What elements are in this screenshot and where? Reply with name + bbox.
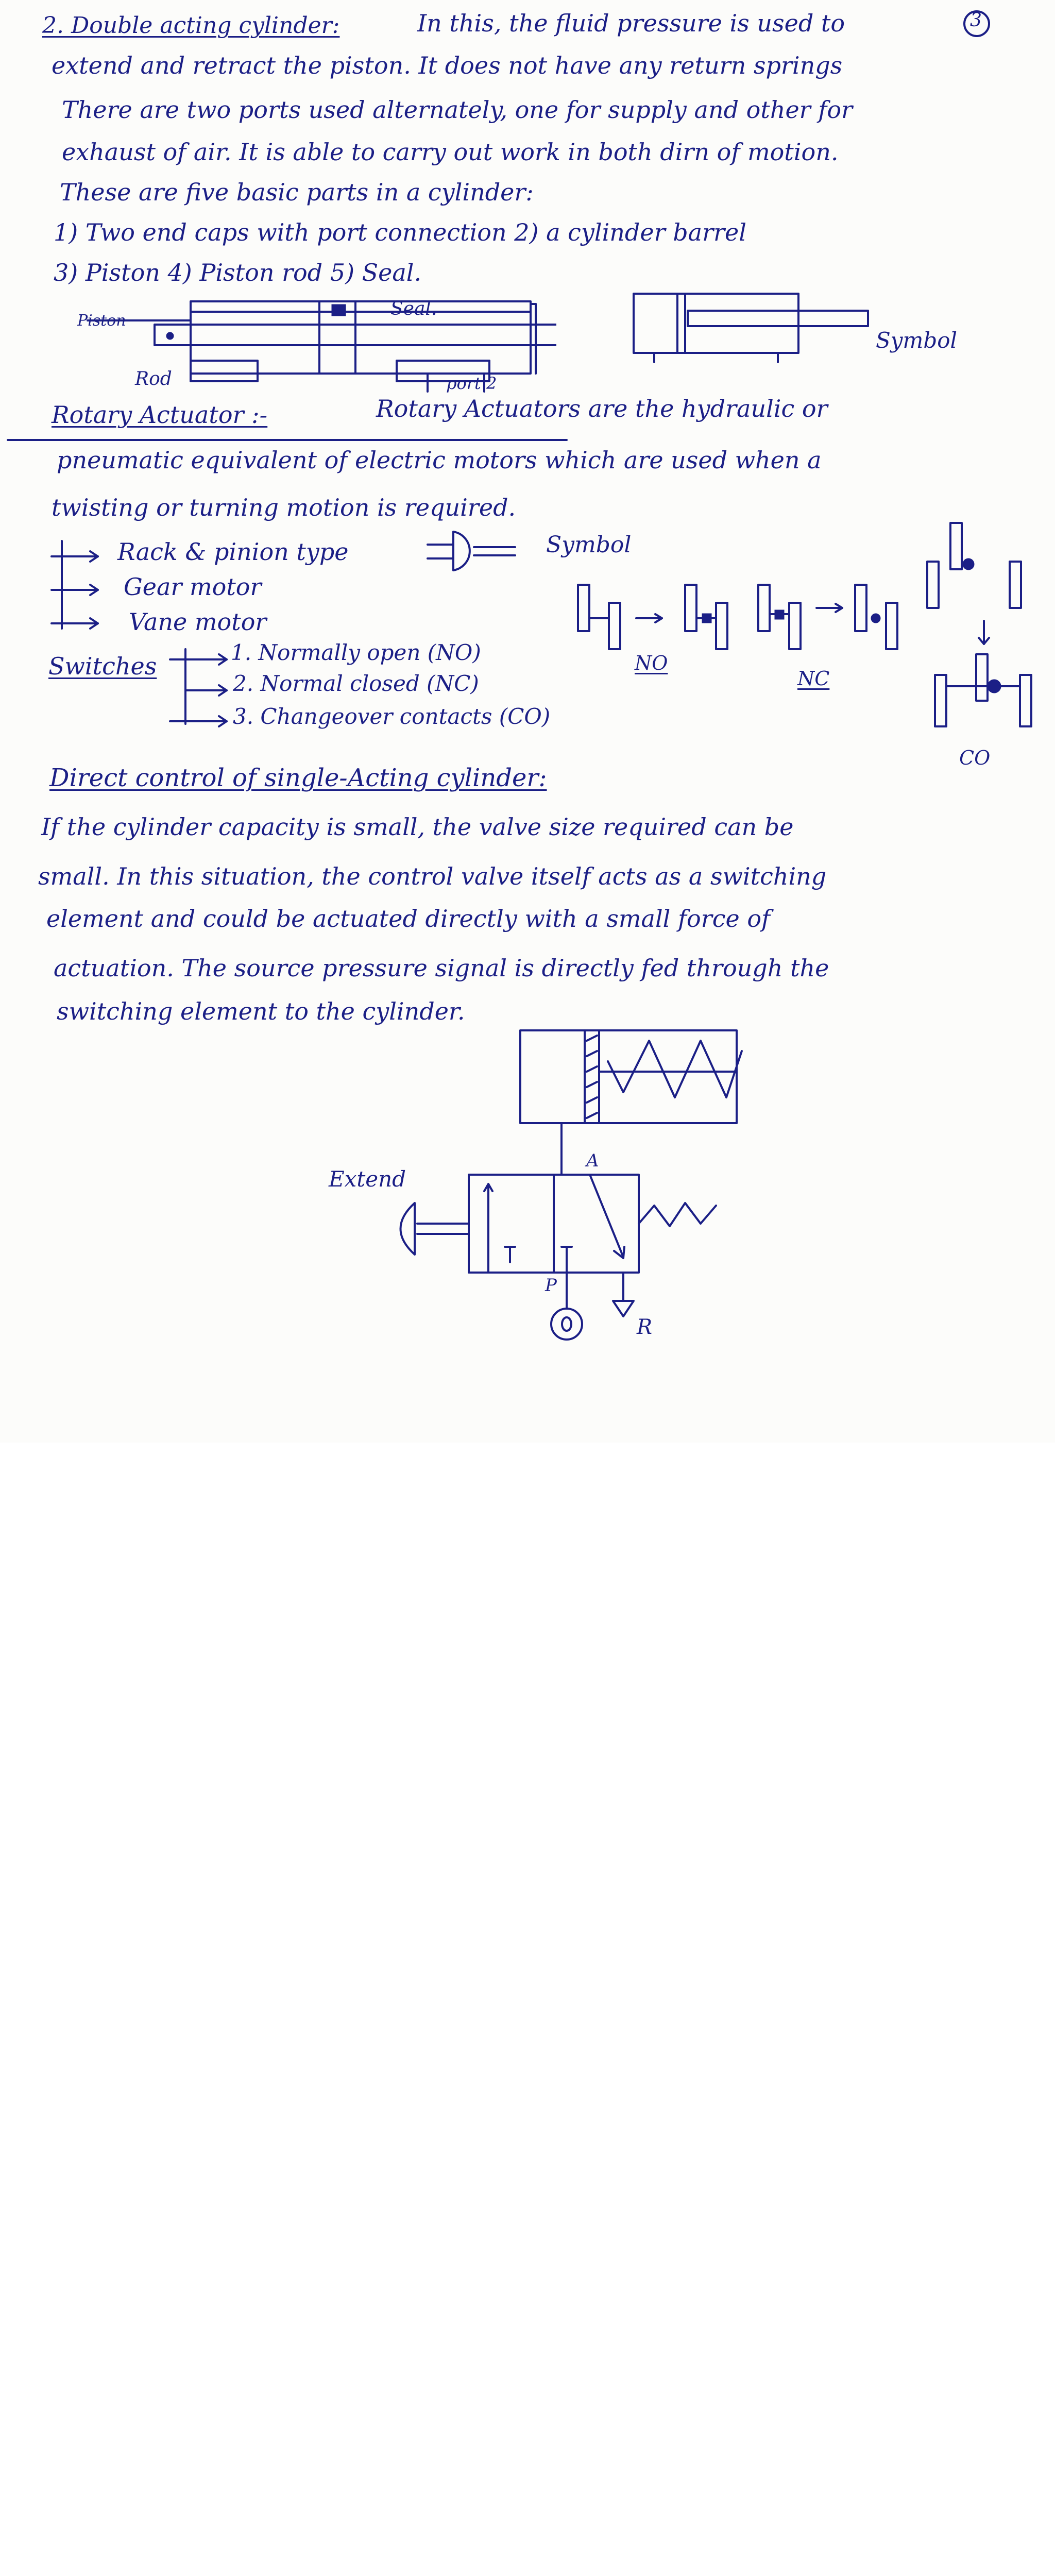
rotary-line-1: Rotary Actuators are the hydraulic or: [376, 395, 828, 422]
rotary-line-3: twisting or turning motion is required.: [52, 494, 516, 521]
double-symbol-label: Symbol: [876, 328, 957, 353]
switches-heading: Switches: [48, 652, 157, 680]
rotary-heading: Rotary Actuator :-: [52, 401, 268, 429]
single-acting-circuit-diagram: [355, 1020, 768, 1360]
rotary-type-2: Gear motor: [124, 573, 262, 601]
rotary-line-2: pneumatic equivalent of electric motors which are used when a: [57, 446, 822, 474]
rotary-symbol-label: Symbol: [546, 532, 632, 558]
rotary-types-bracket: [41, 536, 113, 639]
port2-label: port 2: [446, 374, 497, 393]
direct-line-5: switching element to the cylinder.: [57, 997, 465, 1025]
direct-line-3: element and could be actuated directly with a small force of: [46, 905, 771, 933]
rotary-type-3: Vane motor: [129, 608, 267, 636]
double-line-4: exhaust of air. It is able to carry out work in both dirn of motion.: [62, 138, 839, 166]
seal-label: Seal.: [390, 298, 437, 319]
double-line-6: 1) Two end caps with port connection 2) a cylinder barrel: [54, 218, 746, 246]
page-number: 3: [970, 10, 982, 31]
piston-label: Piston: [77, 312, 126, 330]
double-acting-symbol: [623, 286, 871, 363]
double-line-1: In this, the fluid pressure is used to: [417, 9, 845, 37]
switch-type-1: 1. Normally open (NO): [231, 640, 481, 665]
co-label: CO: [959, 747, 991, 769]
port-p-label: P: [545, 1275, 557, 1296]
rotary-divider: [5, 437, 572, 443]
double-line-7: 3) Piston 4) Piston rod 5) Seal.: [54, 259, 422, 286]
direct-line-4: actuation. The source pressure signal is directly fed through the: [54, 954, 829, 982]
double-line-5: These are five basic parts in a cylinder:: [60, 178, 534, 206]
no-label: NO: [635, 652, 668, 674]
scanner-footer: [0, 1443, 1055, 1493]
rod-label: Rod: [135, 368, 172, 389]
double-line-3: There are two ports used alternately, one for supply and other for: [62, 96, 853, 124]
rotary-type-1: Rack & pinion type: [117, 538, 349, 566]
port-r-label: R: [637, 1315, 653, 1339]
port-a-label: A: [586, 1150, 599, 1171]
switch-type-3: 3. Changeover contacts (CO): [233, 704, 551, 729]
rotary-actuator-symbol: [422, 521, 525, 578]
direct-line-2: small. In this situation, the control valve itself acts as a switching: [38, 862, 827, 890]
direct-line-1: If the cylinder capacity is small, the valve size required can be: [41, 813, 794, 841]
switch-contact-diagrams: [567, 520, 1041, 737]
double-line-2: extend and retract the piston. It does not have any return springs: [52, 52, 843, 79]
double-acting-heading: 2. Double acting cylinder:: [42, 12, 340, 39]
direct-control-heading: Direct control of single-Acting cylinder:: [49, 764, 547, 792]
nc-label: NC: [797, 667, 830, 690]
switch-type-2: 2. Normal closed (NC): [233, 671, 479, 696]
extend-label: Extend: [329, 1166, 406, 1192]
switches-bracket: [165, 644, 237, 732]
